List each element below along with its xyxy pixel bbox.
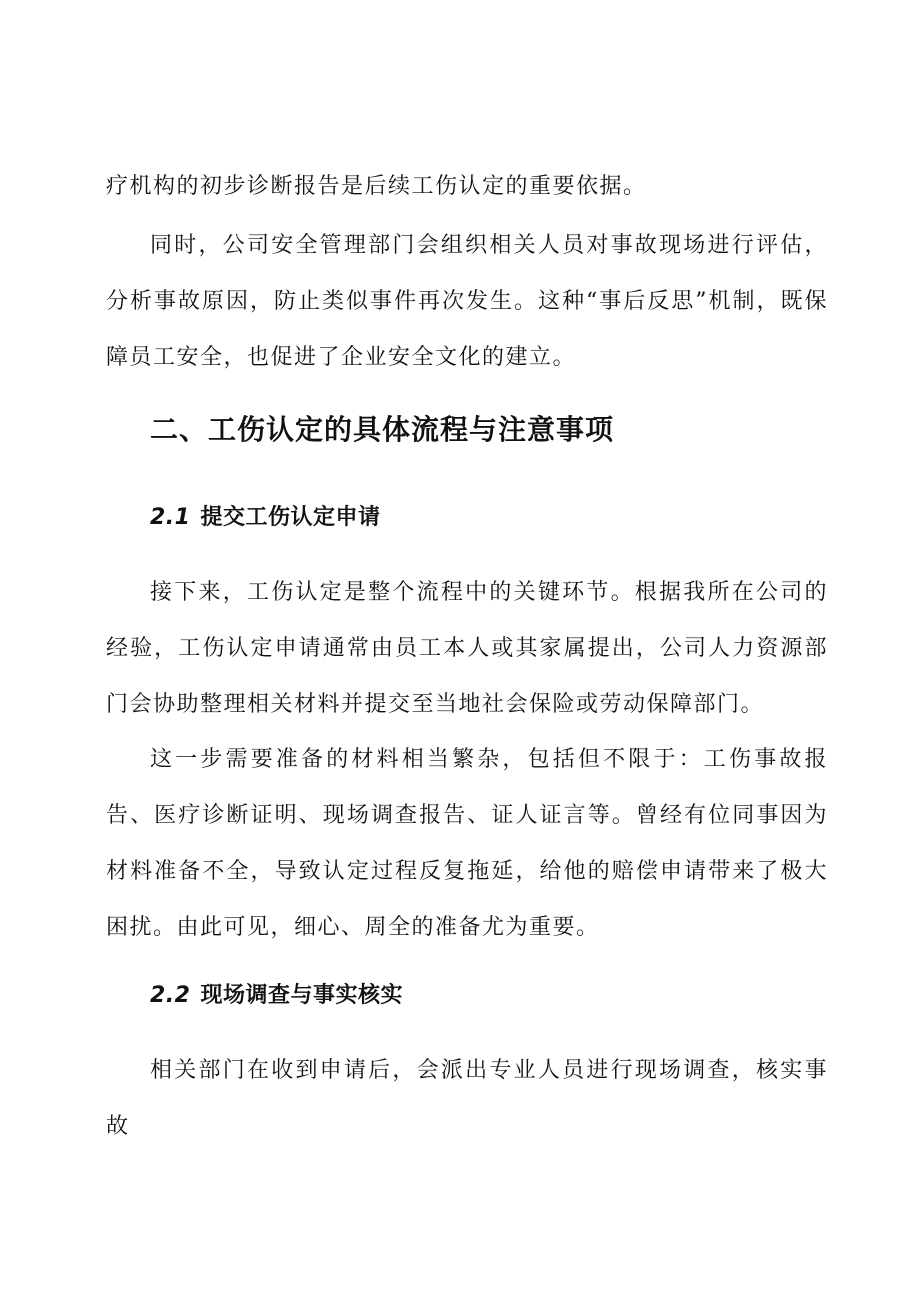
subsection-number: 2.1	[150, 505, 191, 530]
subsection-number: 2.2	[150, 983, 191, 1008]
paragraph-investigation: 相关部门在收到申请后，会派出专业人员进行现场调查，核实事故	[106, 1058, 828, 1139]
paragraph-safety-review: 同时，公司安全管理部门会组织相关人员对事故现场进行评估，分析事故原因，防止类似事件再次发生。这种“事后反思”机制，既保障员工安全，也促进了企业安全文化的建立。	[106, 233, 828, 370]
subsection-heading-2-1	[150, 500, 381, 531]
subsection-heading-2-2	[150, 978, 403, 1009]
subsection-title: 现场调查与事实核实	[200, 983, 403, 1008]
paragraph-application: 接下来，工伤认定是整个流程中的关键环节。根据我所在公司的经验，工伤认定申请通常由员工本人或其家属提出，公司人力资源部门会协助整理相关材料并提交至当地社会保险或劳动保障部门。	[106, 580, 828, 717]
paragraph-continuation: 疗机构的初步诊断报告是后续工伤认定的重要依据。	[106, 174, 647, 199]
paragraph-materials: 这一步需要准备的材料相当繁杂，包括但不限于：工伤事故报告、医疗诊断证明、现场调查报告、证人证言等。曾经有位同事因为材料准备不全，导致认定过程反复拖延，给他的赔偿申请带来了极大困扰。由此可见，细心、周全的准备尤为重要。	[106, 747, 828, 940]
section-heading: 二、工伤认定的具体流程与注意事项	[150, 413, 615, 446]
subsection-title: 提交工伤认定申请	[200, 505, 381, 530]
